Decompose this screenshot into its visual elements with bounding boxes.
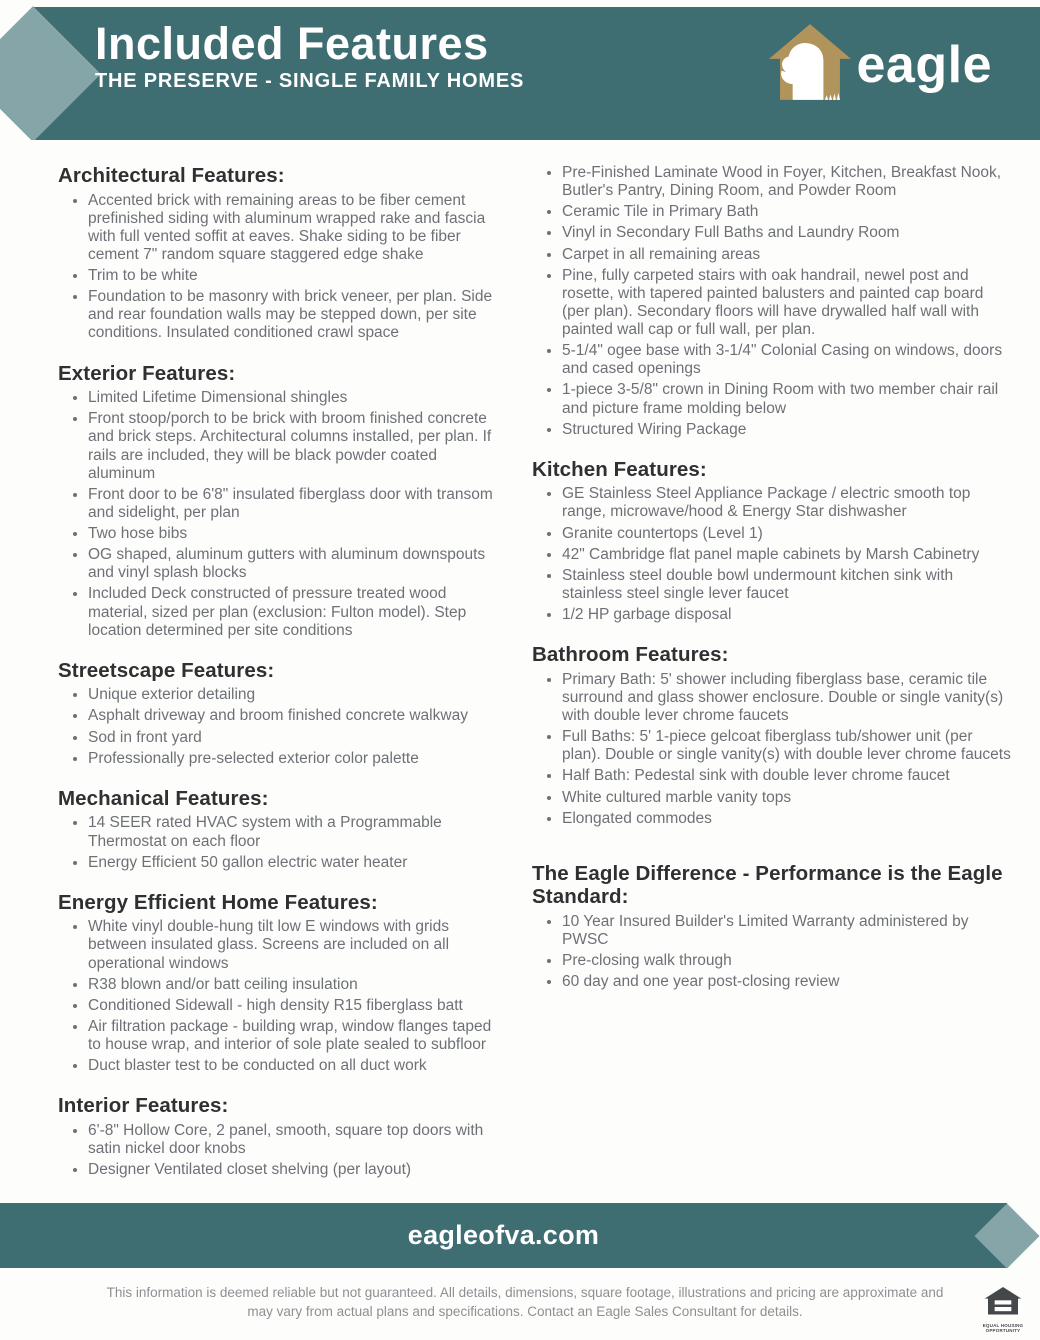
feature-list <box>532 485 1012 624</box>
section-heading: Bathroom Features: <box>532 643 729 667</box>
section-heading: Architectural Features: <box>58 164 285 187</box>
feature-item: • 6'-8" Hollow Core, 2 panel, smooth, square top doors with satin nickel door knobs <box>88 1122 508 1158</box>
feature-item: • Pine, fully carpeted stairs with oak handrail, newel post and rosette, with tapered painted balusters and painted cap board (per plan). Secondary floors will have drywalled half wall with painted wall cap or full wall, per plan. <box>562 267 1012 340</box>
feature-item: • Energy Efficient 50 gallon electric water heater <box>88 854 508 872</box>
feature-section <box>532 862 1012 992</box>
feature-item: • Air filtration package - building wrap, window flanges taped to house wrap, and interior of sole plate sealed to subfloor <box>88 1018 508 1054</box>
feature-list <box>532 671 1012 828</box>
feature-item: • Sod in front yard <box>88 729 508 747</box>
feature-item: • White vinyl double-hung tilt low E windows with grids between insulated glass. Screens are included on all operational windows <box>88 918 508 972</box>
feature-item: • Included Deck constructed of pressure treated wood material, sized per plan (exclusion: Fulton model). Step location determined per site conditions <box>88 585 508 639</box>
feature-section <box>58 891 508 1076</box>
feature-item: • Foundation to be masonry with brick veneer, per plan. Side and rear foundation walls may be stepped down, per site conditions. Insulated conditioned crawl space <box>88 288 508 342</box>
website-band <box>0 1203 1040 1268</box>
feature-list <box>532 164 1012 439</box>
feature-section <box>532 458 1012 624</box>
page-subtitle: THE PRESERVE - SINGLE FAMILY HOMES <box>95 70 525 93</box>
feature-section <box>58 362 508 640</box>
feature-item: • 14 SEER rated HVAC system with a Programmable Thermostat on each floor <box>88 814 508 850</box>
feature-item: • Trim to be white <box>88 267 508 285</box>
equal-housing-logo <box>980 1286 1026 1334</box>
feature-item: • Front door to be 6'8" insulated fiberglass door with transom and sidelight, per plan <box>88 486 508 522</box>
feature-item: • Limited Lifetime Dimensional shingles <box>88 389 508 407</box>
feature-item: • Professionally pre-selected exterior color palette <box>88 750 508 768</box>
feature-item: • Elongated commodes <box>562 810 1012 828</box>
feature-item: • Vinyl in Secondary Full Baths and Laundry Room <box>562 224 1012 242</box>
feature-item: • Structured Wiring Package <box>562 421 1012 439</box>
section-heading: Kitchen Features: <box>532 457 707 481</box>
feature-list <box>58 918 508 1075</box>
feature-section <box>532 643 1012 828</box>
feature-section <box>58 787 508 872</box>
feature-item: • Two hose bibs <box>88 525 508 543</box>
feature-item: • 5-1/4" ogee base with 3-1/4" Colonial Casing on windows, doors and cased openings <box>562 342 1012 378</box>
feature-list <box>58 192 508 343</box>
feature-item: • Ceramic Tile in Primary Bath <box>562 203 1012 221</box>
page-title: Included Features <box>95 18 489 69</box>
eagle-house-icon <box>769 24 851 105</box>
left-column <box>58 164 508 1203</box>
equal-housing-house-icon <box>983 1305 1023 1322</box>
feature-item: • Pre-Finished Laminate Wood in Foyer, Kitchen, Breakfast Nook, Butler's Pantry, Dining Room, and Powder Room <box>562 164 1012 200</box>
feature-item: • 10 Year Insured Builder's Limited Warranty administered by PWSC <box>562 913 1012 949</box>
feature-item: • OG shaped, aluminum gutters with aluminum downspouts and vinyl splash blocks <box>88 546 508 582</box>
feature-section <box>58 659 508 768</box>
feature-item: • Accented brick with remaining areas to be fiber cement prefinished siding with aluminum wrapped rake and fascia with full vented soffit at eaves. Shake siding to be fiber cement 7" random square staggered edge shake <box>88 192 508 265</box>
feature-list <box>58 1122 508 1179</box>
feature-item: • White cultured marble vanity tops <box>562 789 1012 807</box>
feature-list <box>58 814 508 871</box>
feature-item: • 42" Cambridge flat panel maple cabinets by Marsh Cabinetry <box>562 546 1012 564</box>
feature-item: • Stainless steel double bowl undermount kitchen sink with stainless steel single lever faucet <box>562 567 1012 603</box>
section-heading: Interior Features: <box>58 1094 229 1118</box>
eagle-logo <box>769 24 992 105</box>
feature-item: • Granite countertops (Level 1) <box>562 525 1012 543</box>
feature-section <box>532 164 1012 439</box>
feature-item: • Front stoop/porch to be brick with broom finished concrete and brick steps. Architectural columns installed, per plan. If rails are included, they will be black powder coated aluminum <box>88 410 508 483</box>
feature-item: • 1-piece 3-5/8" crown in Dining Room with two member chair rail and picture frame molding below <box>562 381 1012 417</box>
website-url: eagleofva.com <box>407 1220 600 1250</box>
feature-item: • GE Stainless Steel Appliance Package / electric smooth top range, microwave/hood & Energy Star dishwasher <box>562 485 1012 521</box>
feature-item: • Half Bath: Pedestal sink with double lever chrome faucet <box>562 767 1012 785</box>
section-heading: Energy Efficient Home Features: <box>58 890 378 914</box>
header <box>0 0 1040 140</box>
feature-item: • Designer Ventilated closet shelving (per layout) <box>88 1161 508 1179</box>
feature-item: • Full Baths: 5' 1-piece gelcoat fiberglass tub/shower unit (per plan). Double or single vanity(s) with double lever chrome faucets <box>562 728 1012 764</box>
feature-item: • Carpet in all remaining areas <box>562 246 1012 264</box>
feature-list <box>58 686 508 768</box>
feature-section <box>58 164 508 343</box>
section-heading: Streetscape Features: <box>58 658 275 682</box>
section-heading: Mechanical Features: <box>58 786 269 810</box>
feature-item: • Conditioned Sidewall - high density R15 fiberglass batt <box>88 997 508 1015</box>
feature-item: • Primary Bath: 5' shower including fiberglass base, ceramic tile surround and glass shower enclosure. Double or single vanity(s) with double lever chrome faucets <box>562 671 1012 725</box>
feature-item: • Asphalt driveway and broom finished concrete walkway <box>88 707 508 725</box>
equal-housing-label-line1: EQUAL HOUSING <box>982 1323 1024 1328</box>
feature-item: • Unique exterior detailing <box>88 686 508 704</box>
section-heading: The Eagle Difference - Performance is the Eagle Standard: <box>532 861 1003 909</box>
feature-columns <box>0 140 1040 1203</box>
disclaimer-text: This information is deemed reliable but not guaranteed. All details, dimensions, square footage, illustrations and pricing are approximate and may vary from actual plans and specifications. Contact an Eagle Sales Consultant for details. <box>106 1285 944 1319</box>
feature-section <box>58 1094 508 1179</box>
brand-wordmark: eagle <box>856 35 992 94</box>
feature-item: • Pre-closing walk through <box>562 952 1012 970</box>
feature-list <box>532 913 1012 992</box>
feature-item: • Duct blaster test to be conducted on all duct work <box>88 1057 508 1075</box>
feature-item: • R38 blown and/or batt ceiling insulation <box>88 976 508 994</box>
header-titles <box>95 20 524 93</box>
section-heading: Exterior Features: <box>58 361 236 385</box>
equal-housing-label-line2: OPPORTUNITY <box>985 1328 1021 1334</box>
feature-item: • 1/2 HP garbage disposal <box>562 606 1012 624</box>
feature-item: • 60 day and one year post-closing review <box>562 973 1012 991</box>
feature-list <box>58 389 508 640</box>
right-column <box>532 164 1012 1203</box>
